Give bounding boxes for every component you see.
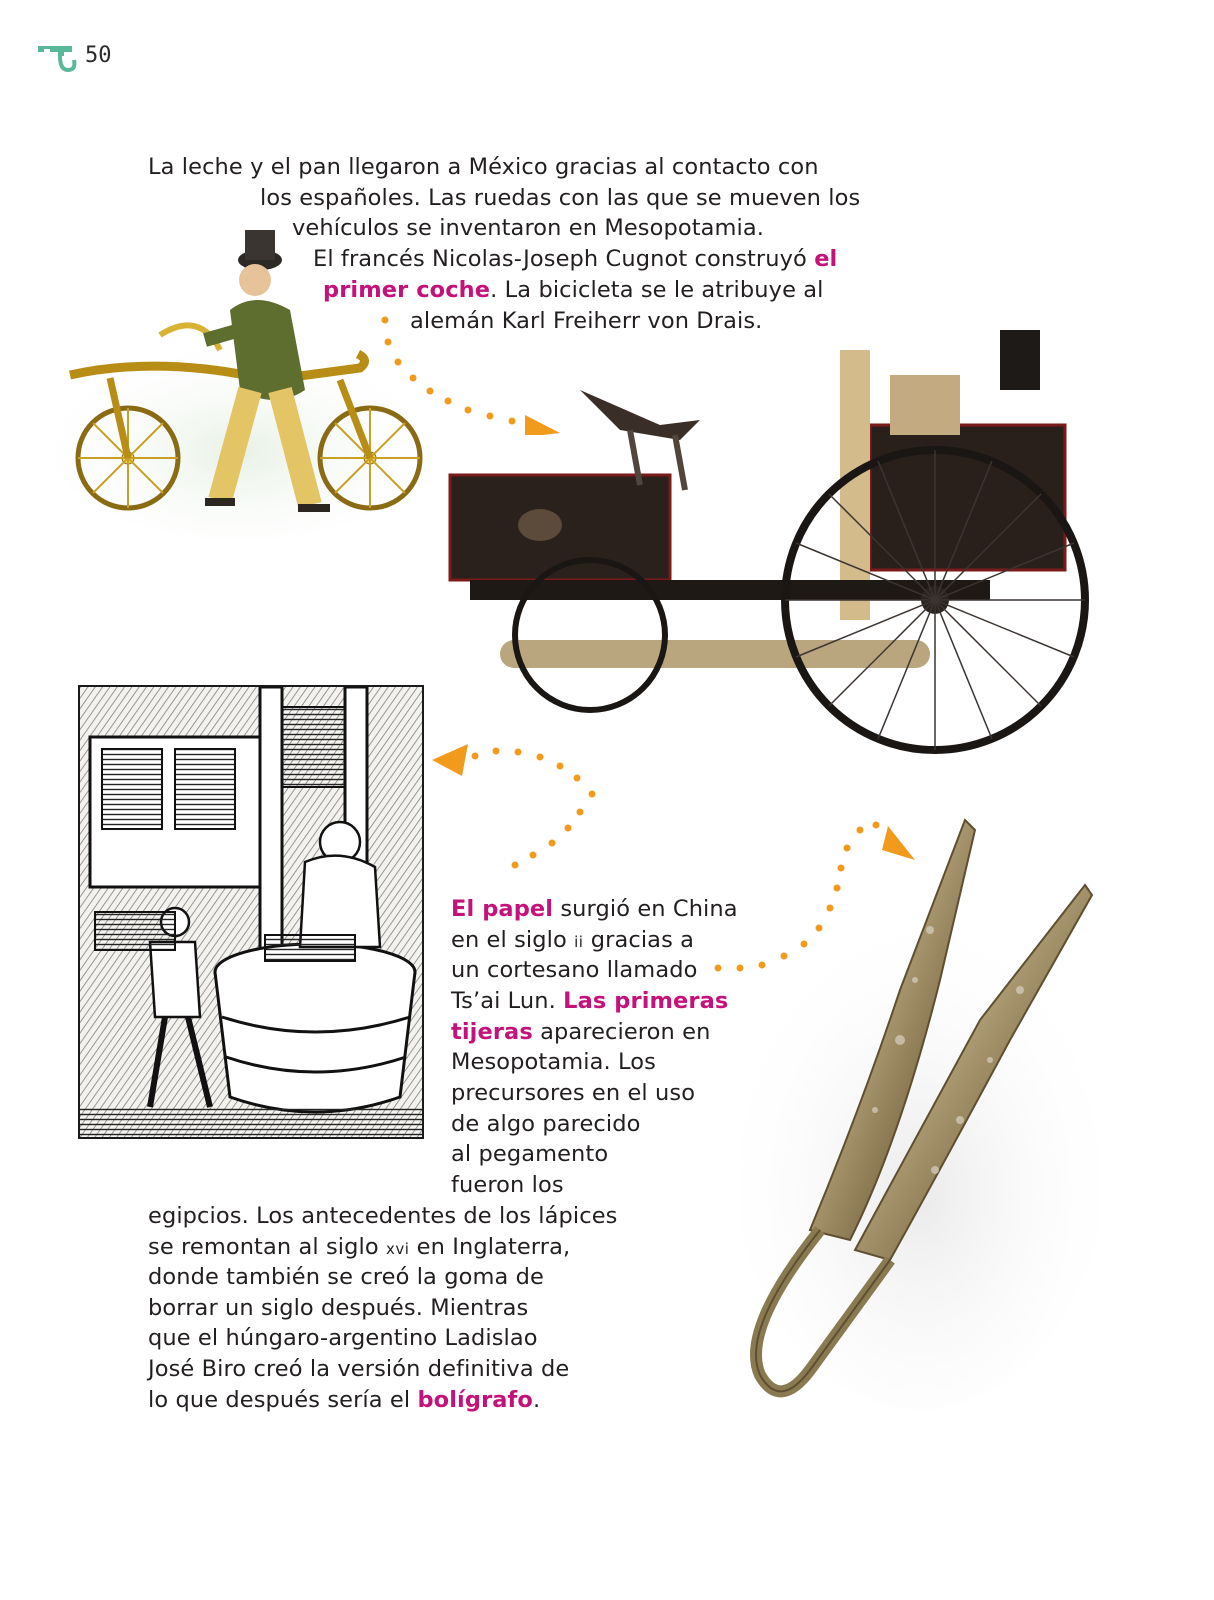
text-line: que el húngaro-argentino Ladislao	[148, 1325, 538, 1351]
highlight-term: el	[814, 246, 838, 272]
text-line: en el siglo ii gracias a	[451, 927, 695, 953]
text-line: un cortesano llamado	[451, 957, 698, 983]
highlight-term: El papel	[451, 896, 554, 922]
text-line: primer coche. La bicicleta se le atribuye al	[323, 277, 824, 303]
page-logo-icon	[38, 42, 78, 74]
text-line: El francés Nicolas-Joseph Cugnot construyó el	[313, 246, 838, 272]
text-line: egipcios. Los antecedentes de los lápices	[148, 1203, 618, 1229]
text-line: La leche y el pan llegaron a México gracias al contacto con	[148, 154, 819, 180]
dotted-arrow-icon	[430, 740, 600, 870]
text-line: los españoles. Las ruedas con las que se mueven los	[260, 185, 861, 211]
highlight-term: Las primeras	[563, 988, 729, 1014]
text-line: El papel surgió en China	[451, 896, 738, 922]
text-line: alemán Karl Freiherr von Drais.	[410, 308, 763, 334]
text-line: Mesopotamia. Los	[451, 1049, 656, 1075]
ancient-scissors-photo	[700, 810, 1110, 1420]
first-car-photo	[430, 330, 1090, 760]
highlight-term: tijeras	[451, 1019, 533, 1045]
papermaking-woodcut	[78, 685, 424, 1139]
text-line: José Biro creó la versión definitiva de	[148, 1356, 570, 1382]
highlight-term: bolígrafo	[417, 1387, 533, 1413]
text-line: de algo parecido	[451, 1111, 641, 1137]
page-number: 50	[85, 43, 112, 68]
page-header	[38, 40, 158, 76]
text-line: Ts’ai Lun. Las primeras	[451, 988, 729, 1014]
text-line: lo que después sería el bolígrafo.	[148, 1387, 541, 1413]
text-line: vehículos se inventaron en Mesopotamia.	[292, 215, 765, 241]
text-line: borrar un siglo después. Mientras	[148, 1295, 529, 1321]
text-line: tijeras aparecieron en	[451, 1019, 711, 1045]
highlight-term: primer coche	[323, 277, 491, 303]
text-line: precursores en el uso	[451, 1080, 696, 1106]
text-line: se remontan al siglo xvi en Inglaterra,	[148, 1234, 571, 1260]
text-line: fueron los	[451, 1172, 564, 1198]
text-line: donde también se creó la goma de	[148, 1264, 544, 1290]
text-line: al pegamento	[451, 1141, 609, 1167]
